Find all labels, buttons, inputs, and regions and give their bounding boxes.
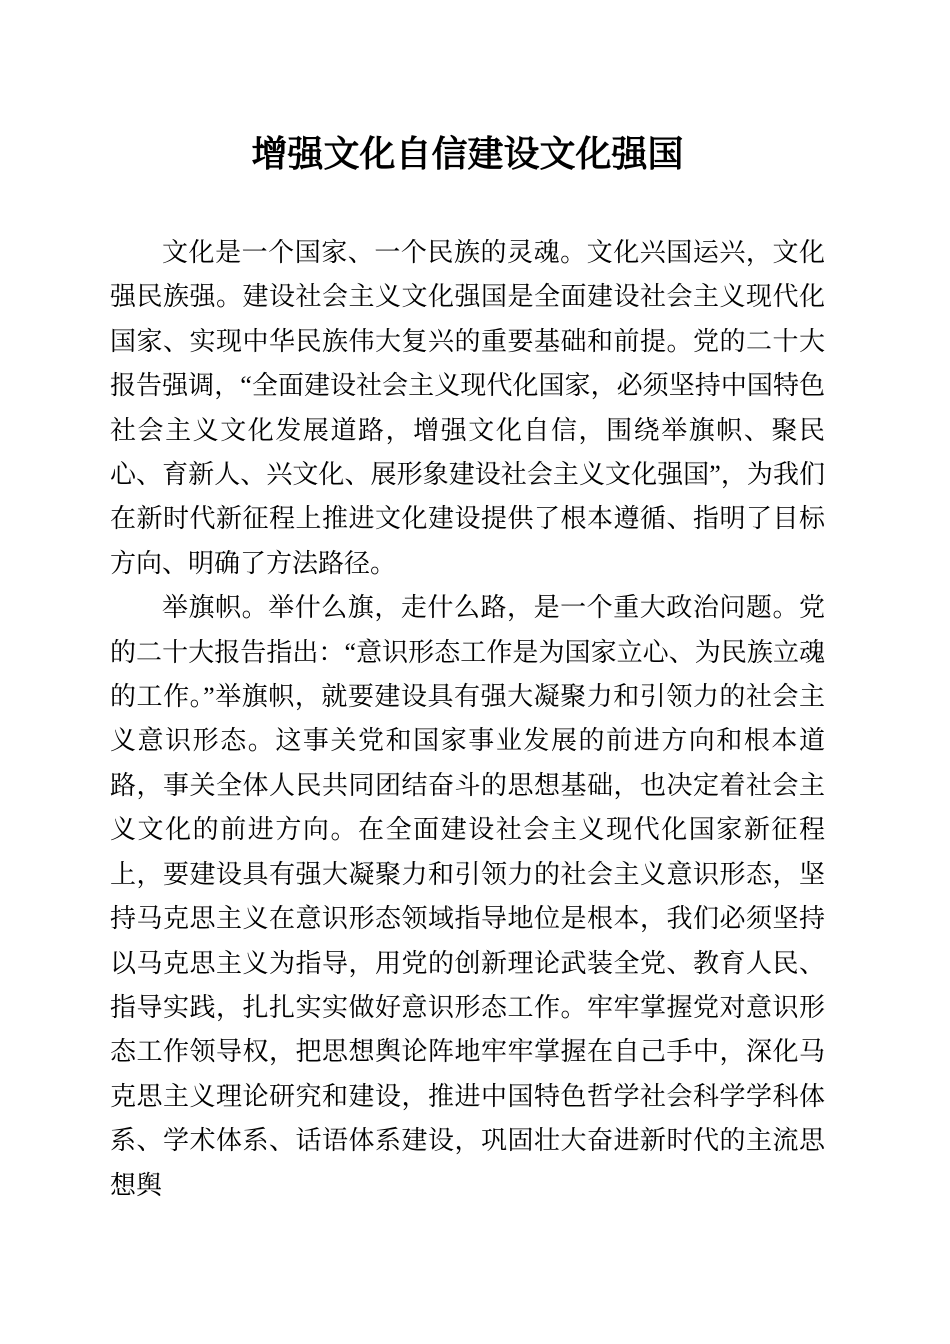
- document-title: 增强文化自信建设文化强国: [251, 134, 684, 174]
- document-body: [110, 231, 825, 1208]
- paragraph-raise-banner: 举旗帜。举什么旗，走什么路，是一个重大政治问题。党的二十大报告指出：“意识形态工作是为国家立心、为民族立魂的工作。”举旗帜，就要建设具有强大凝聚力和引领力的社会主义意识形态。这事关党和国家事业发展的前进方向和根本道路，事关全体人民共同团结奋斗的思想基础，也决定着社会主义文化的前进方向。在全面建设社会主义现代化国家新征程上，要建设具有强大凝聚力和引领力的社会主义意识形态，坚持马克思主义在意识形态领域指导地位是根本，我们必须坚持以马克思主义为指导，用党的创新理论武装全党、教育人民、指导实践，扎扎实实做好意识形态工作。牢牢掌握党对意识形态工作领导权，把思想舆论阵地牢牢掌握在自己手中，深化马克思主义理论研究和建设，推进中国特色哲学社会科学学科体系、学术体系、话语体系建设，巩固壮大奋进新时代的主流思想舆: [110, 593, 825, 1200]
- paragraph-intro: 文化是一个国家、一个民族的灵魂。文化兴国运兴，文化强民族强。建设社会主义文化强国是全面建设社会主义现代化国家、实现中华民族伟大复兴的重要基础和前提。党的二十大报告强调，“全面建设社会主义现代化国家，必须坚持中国特色社会主义文化发展道路，增强文化自信，围绕举旗帜、聚民心、育新人、兴文化、展形象建设社会主义文化强国”，为我们在新时代新征程上推进文化建设提供了根本遵循、指明了目标方向、明确了方法路径。: [110, 238, 825, 578]
